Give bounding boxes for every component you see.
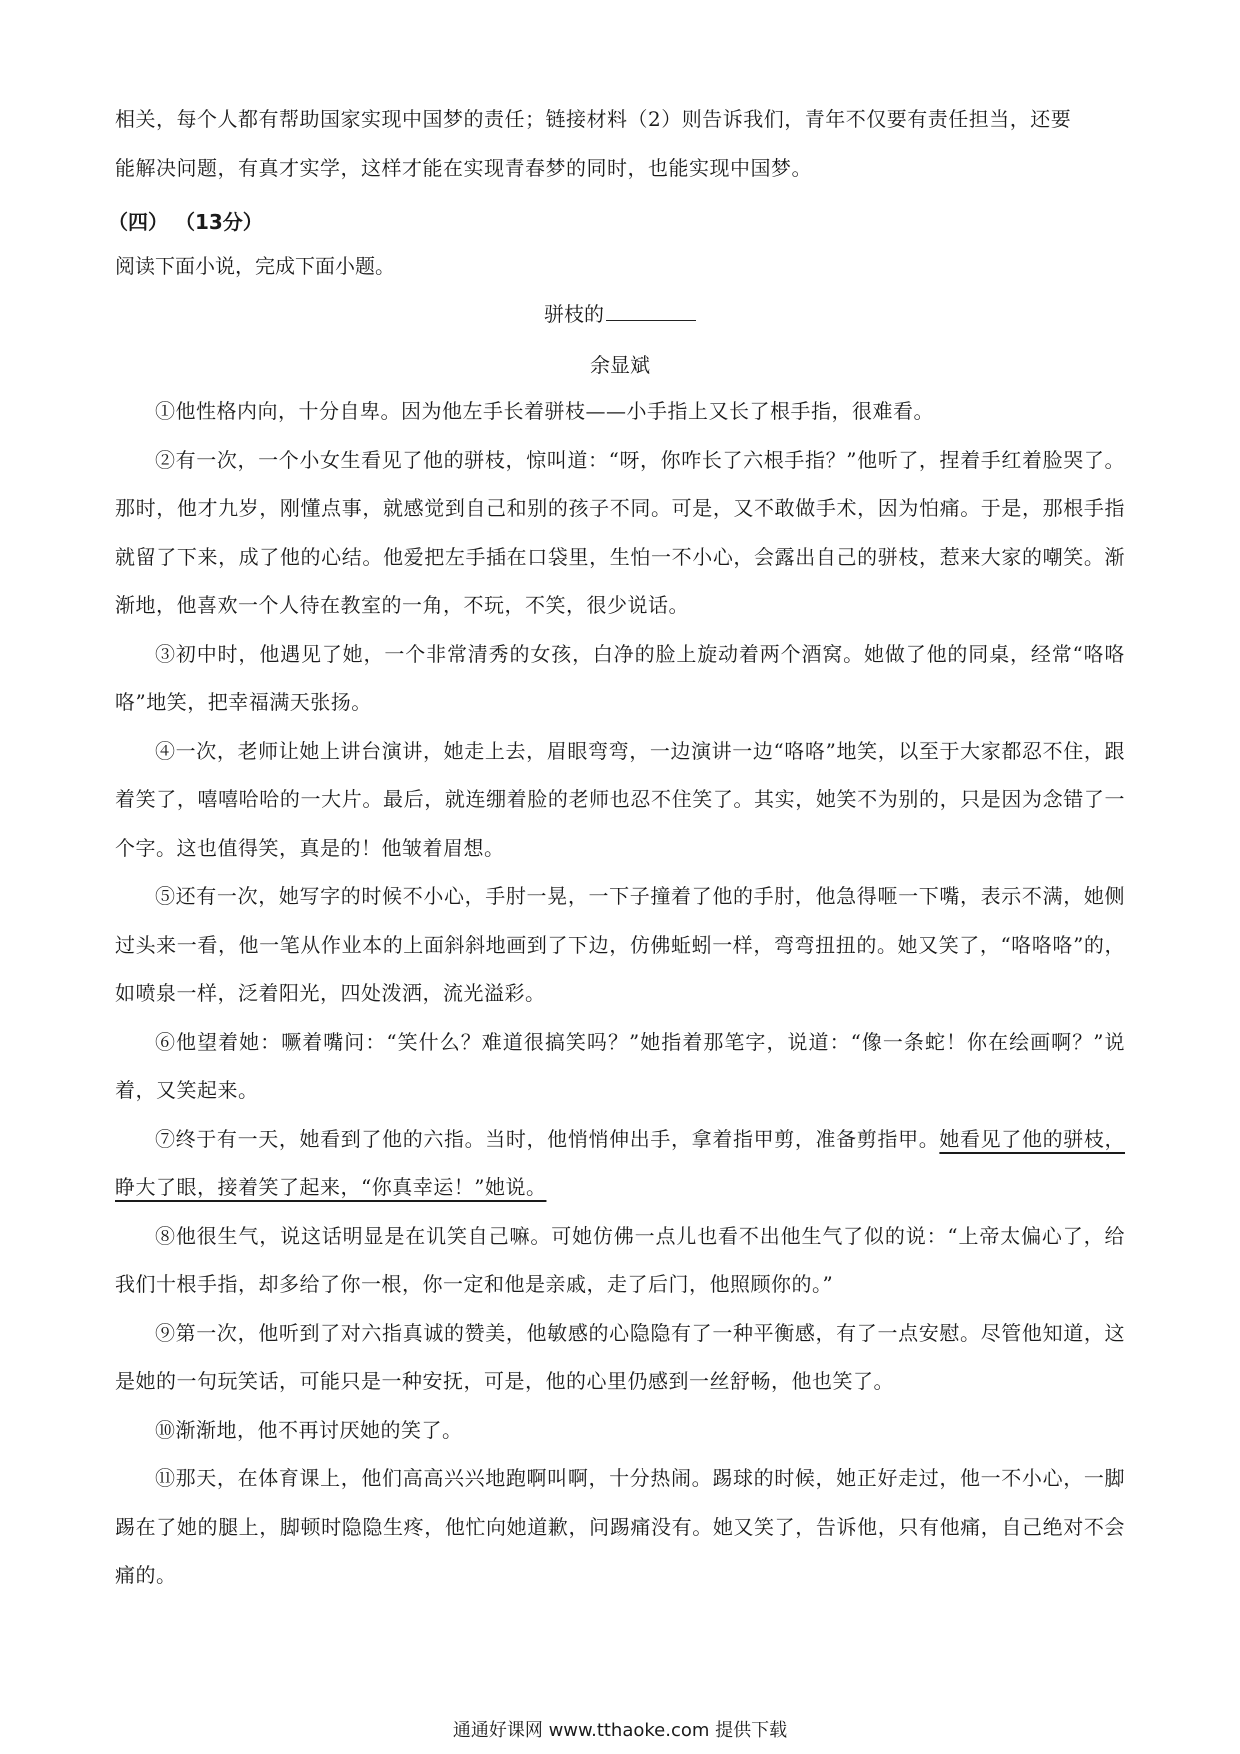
paragraph-7-plain: ⑦终于有一天，她看到了他的六指。当时，他悄悄伸出手，拿着指甲剪，准备剪指甲。 [155,1126,940,1151]
story-body [115,387,1125,1600]
paragraph: ⑪那天，在体育课上，他们高高兴兴地跑啊叫啊，十分热闹。踢球的时候，她正好走过，他一不小心，一脚踢在了她的腿上，脚顿时隐隐生疼，他忙向她道歉，问踢痛没有。她又笑了，告诉他，只有他痛，自己绝对不会痛的。 [115,1466,1125,1587]
footer-watermark: 通通好课网 www.tthaoke.com 提供下载 [452,1720,788,1741]
story-author: 余显斌 [590,353,650,377]
paragraph: ①他性格内向，十分自卑。因为他左手长着骈枝——小手指上又长了根手指，很难看。 [155,399,934,423]
paragraph: ②有一次，一个小女生看见了他的骈枝，惊叫道：“呀，你咋长了六根手指？”他听了，捏着手红着脸哭了。那时，他才九岁，刚懂点事，就感觉到自己和别的孩子不同。可是，又不敢做手术，因为怕痛。于是，那根手指就留了下来，成了他的心结。他爱把左手插在口袋里，生怕一不小心，会露出自己的骈枝，惹来大家的嘲笑。渐渐地，他喜欢一个人待在教室的一角，不玩，不笑，很少说话。 [115,447,1125,617]
paragraph-7 [115,1115,1125,1212]
underlined-sentence: 她看见了他的骈枝，睁大了眼，接着笑了起来，“你真幸运！”她说。 [115,1126,1126,1199]
instruction: 阅读下面小说，完成下面小题。 [115,254,395,278]
intro-text [115,95,1125,192]
paragraph: ③初中时，他遇见了她，一个非常清秀的女孩，白净的脸上旋动着两个酒窝。她做了他的同桌，经常“咯咯咯”地笑，把幸福满天张扬。 [115,641,1125,714]
intro-line-2: 能解决问题，有真才实学，这样才能在实现青春梦的同时，也能实现中国梦。 [115,155,812,180]
paragraph: ⑩渐渐地，他不再讨厌她的笑了。 [155,1417,463,1442]
title-blank [606,296,696,321]
section-heading: （四） （13分） [108,210,263,234]
paragraph: ④一次，老师让她上讲台演讲，她走上去，眉眼弯弯，一边演讲一边“咯咯”地笑，以至于大家都忍不住，跟着笑了，嘻嘻哈哈的一大片。最后，就连绷着脸的老师也忍不住笑了。其实，她笑不为别的，只是因为念错了一个字。这也值得笑，真是的！他皱着眉想。 [115,738,1125,860]
story-title [0,294,1240,334]
story-title-text: 骈枝的 [544,302,604,326]
paragraph: ⑨第一次，他听到了对六指真诚的赞美，他敏感的心隐隐有了一种平衡感，有了一点安慰。尽管他知道，这是她的一句玩笑话，可能只是一种安抚，可是，他的心里仍感到一丝舒畅，他也笑了。 [115,1320,1125,1393]
intro-line-1: 相关，每个人都有帮助国家实现中国梦的责任；链接材料（2）则告诉我们，青年不仅要有责任担当，还要 [115,107,1072,131]
paragraph: ⑥他望着她：噘着嘴问：“笑什么？难道很搞笑吗？”她指着那笔字，说道：“像一条蛇！你在绘画啊？”说着，又笑起来。 [115,1029,1125,1102]
paragraph: ⑤还有一次，她写字的时候不小心，手肘一晃，一下子撞着了他的手肘，他急得咂一下嘴，表示不满，她侧过头来一看，他一笔从作业本的上面斜斜地画到了下边，仿佛蚯蚓一样，弯弯扭扭的。她又笑了，“咯咯咯”的，如喷泉一样，泛着阳光，四处泼洒，流光溢彩。 [115,884,1125,1005]
paragraph: ⑧他很生气，说这话明显是在讥笑自己嘛。可她仿佛一点儿也看不出他生气了似的说：“上帝太偏心了，给我们十根手指，却多给了你一根，你一定和他是亲戚，走了后门，他照顾你的。” [115,1223,1125,1296]
